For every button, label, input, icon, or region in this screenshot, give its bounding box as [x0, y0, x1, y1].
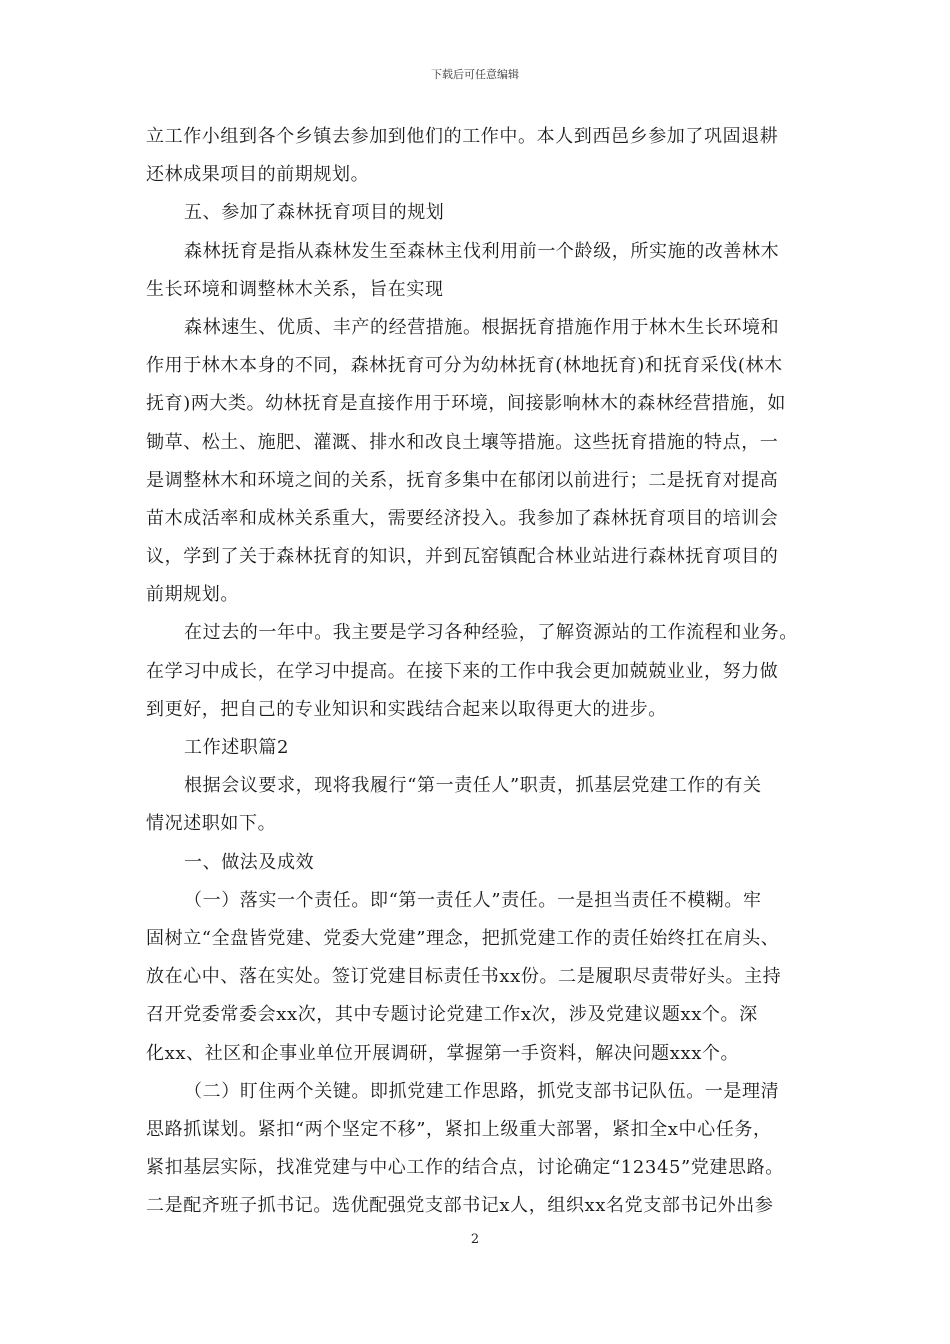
text-line: 五、参加了森林抚育项目的规划 [184, 202, 445, 224]
text-line: 前期规划。 [146, 584, 239, 606]
body-text [146, 118, 810, 1225]
text-line: 苗木成活率和成林关系重大，需要经济投入。我参加了森林抚育项目的培训会 [146, 507, 779, 529]
text-line: 紧扣基层实际，找准党建与中心工作的结合点，讨论确定“12345”党建思路。 [146, 1157, 784, 1179]
text-line: 到更好，把自己的专业知识和实践结合起来以取得更大的进步。 [146, 698, 667, 720]
text-line: 议，学到了关于森林抚育的知识，并到瓦窑镇配合林业站进行森林抚育项目的 [146, 546, 779, 568]
text-line: 生长环境和调整林木关系，旨在实现 [146, 278, 444, 300]
text-line: 召开党委常委会xx次，其中专题讨论党建工作x次，涉及党建议题xx个。深 [146, 1004, 758, 1026]
text-line: 森林速生、优质、丰产的经营措施。根据抚育措施作用于林木生长环境和 [184, 316, 780, 338]
text-line: 锄草、松土、施肥、灌溉、排水和改良土壤等措施。这些抚育措施的特点，一 [146, 431, 779, 453]
text-line: 工作述职篇2 [184, 737, 290, 758]
text-line: 立工作小组到各个乡镇去参加到他们的工作中。本人到西邑乡参加了巩固退耕 [146, 126, 779, 147]
text-line: 思路抓谋划。紧扣“两个坚定不移”，紧扣上级重大部署，紧扣全x中心任务， [146, 1118, 772, 1140]
text-line: 根据会议要求，现将我履行“第一责任人”职责，抓基层党建工作的有关 [184, 775, 762, 797]
page-header: 下载后可任意编辑 [431, 68, 519, 81]
text-line: （一）落实一个责任。即“第一责任人”责任。一是担当责任不模糊。牢 [184, 889, 762, 911]
page-number: 2 [470, 1232, 480, 1247]
text-line: 情况述职如下。 [146, 813, 277, 835]
text-line: 还林成果项目的前期规划。 [146, 164, 370, 186]
text-line: 放在心中、落在实处。签订党建目标责任书xx份。二是履职尽责带好头。主持 [146, 966, 782, 988]
text-line: 作用于林木本身的不同，森林抚育可分为幼林抚育(林地抚育)和抚育采伐(林木 [146, 355, 783, 377]
text-line: （二）盯住两个关键。即抓党建工作思路，抓党支部书记队伍。一是理清 [184, 1080, 780, 1102]
text-line: 二是配齐班子抓书记。选优配强党支部书记x人，组织xx名党支部书记外出参 [146, 1195, 774, 1217]
text-line: 抚育)两大类。幼林抚育是直接作用于环境，间接影响林木的森林经营措施，如 [146, 393, 787, 415]
text-line: 森林抚育是指从森林发生至森林主伐利用前一个龄级，所实施的改善林木 [184, 240, 780, 262]
text-line: 在过去的一年中。我主要是学习各种经验，了解资源站的工作流程和业务。 [184, 622, 798, 644]
text-line: 化xx、社区和企事业单位开展调研，掌握第一手资料，解决问题xxx个。 [146, 1042, 740, 1064]
text-line: 是调整林木和环境之间的关系，抚育多集中在郁闭以前进行；二是抚育对提高 [146, 469, 779, 491]
text-line: 一、做法及成效 [184, 851, 315, 873]
text-line: 固树立“全盘皆党建、党委大党建”理念，把抓党建工作的责任始终扛在肩头、 [146, 927, 780, 949]
text-line: 在学习中成长，在学习中提高。在接下来的工作中我会更加兢兢业业，努力做 [146, 660, 779, 682]
